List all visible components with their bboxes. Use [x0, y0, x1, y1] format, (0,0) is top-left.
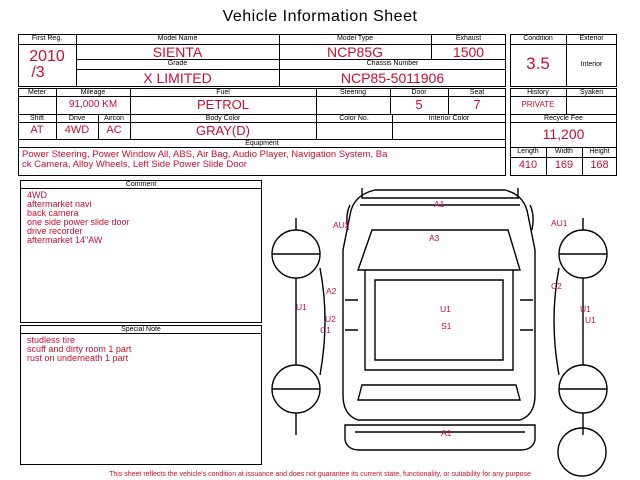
comment-item: back camera [27, 208, 79, 218]
drive-label: Drive [68, 115, 86, 122]
damage-mark: U1 [580, 304, 591, 314]
exhaust-value: 1500 [452, 44, 485, 60]
disclaimer-footer: This sheet reflects the vehicle's condition at issuance and does not guarantee its current state, functionality, or suitability for any purpose [109, 471, 531, 478]
chassis-number-label: Chassis Number [366, 60, 419, 67]
syaken-label: Syaken [579, 89, 604, 96]
model-type-value: NCP85G [326, 44, 384, 60]
fuel-value: PETROL [196, 97, 249, 112]
door-label: Door [411, 89, 427, 96]
fuel-label: Fuel [216, 89, 230, 96]
model-name-value: SIENTA [152, 44, 203, 60]
comment-item: aftermarket 14"AW [27, 235, 103, 245]
special-note-label: Special Note [121, 326, 161, 333]
aircon-label: Aircon [104, 115, 124, 122]
color-no-label: Color No. [339, 115, 369, 122]
length-label: Length [517, 148, 539, 155]
comment-item: one side power slide door [27, 217, 130, 227]
special-note-item: scuff and dirty room 1 part [27, 344, 132, 354]
grade-value: X LIMITED [143, 70, 212, 86]
damage-mark: U1 [585, 315, 596, 325]
comment-item: drive recorder [27, 226, 83, 236]
special-note-item: studless tire [27, 335, 76, 345]
recycle-fee-label: Recycle Fee [544, 115, 583, 122]
history-value: PRIVATE [521, 100, 555, 109]
comment-label: Comment [125, 181, 157, 188]
shift-value: AT [30, 124, 44, 136]
aircon-value: AC [106, 124, 122, 136]
comment-item: aftermarket navi [27, 199, 92, 209]
sheet-title: Vehicle Information Sheet [222, 8, 418, 25]
equipment-line-2: ck Camera, Alloy Wheels, Left Side Power Slide Door [22, 159, 247, 170]
damage-mark: A3 [429, 233, 440, 243]
steering-label: Steering [339, 89, 367, 96]
damage-mark: C2 [551, 281, 562, 291]
first-reg-year: 2010 [29, 48, 65, 65]
seat-label: Seat [469, 89, 485, 96]
damage-mark: AU1 [551, 218, 568, 228]
model-type-label: Model Type [336, 35, 374, 42]
length-value: 410 [518, 159, 538, 171]
mileage-label: Mileage [80, 89, 106, 96]
exhaust-label: Exhaust [455, 35, 482, 42]
seat-value: 7 [473, 97, 481, 112]
history-label: History [527, 89, 549, 96]
chassis-number-value: NCP85-5011906 [340, 70, 445, 86]
damage-mark: U1 [296, 302, 307, 312]
interior-label: Interior [580, 61, 603, 68]
width-label: Width [555, 148, 573, 155]
damage-mark: A2 [326, 286, 337, 296]
rear-bumper [345, 425, 535, 450]
height-value: 168 [590, 159, 609, 171]
height-label: Height [589, 148, 610, 155]
damage-mark: S1 [441, 321, 452, 331]
body-color-label: Body Color [205, 115, 241, 122]
equipment-line-1: Power Steering, Power Window All, ABS, Air Bag, Audio Player, Navigation System, Ba [22, 149, 388, 160]
model-name-label: Model Name [157, 35, 198, 42]
shift-label: Shift [29, 115, 44, 122]
right-side-profile [559, 218, 607, 435]
first-reg-label: First Reg. [31, 35, 63, 42]
spare-wheel-icon [558, 428, 606, 476]
special-note-item: rust on underneath 1 part [27, 353, 129, 363]
exterior-label: Exterior [579, 35, 604, 42]
width-value: 169 [554, 159, 574, 171]
condition-label: Condition [523, 35, 553, 42]
mileage-value: 91,000 KM [68, 99, 118, 110]
damage-mark: A1 [441, 428, 452, 438]
condition-value: 3.5 [526, 54, 550, 73]
left-side-profile [272, 218, 320, 435]
damage-mark: U1 [440, 304, 451, 314]
comment-item: 4WD [27, 190, 47, 200]
interior-color-label: Interior Color [428, 115, 470, 122]
damage-mark: AU2 [333, 220, 350, 230]
damage-mark: A1 [434, 199, 445, 209]
drive-value: 4WD [64, 124, 90, 136]
damage-mark: C1 [320, 325, 331, 335]
meter-label: Meter [28, 89, 46, 96]
recycle-fee-value: 11,200 [542, 126, 585, 142]
equipment-label: Equipment [245, 140, 279, 147]
door-value: 5 [415, 97, 423, 112]
grade-label: Grade [167, 60, 188, 67]
first-reg-month: /3 [31, 64, 45, 81]
body-color-value: GRAY(D) [196, 123, 250, 138]
damage-mark: U2 [325, 314, 336, 324]
